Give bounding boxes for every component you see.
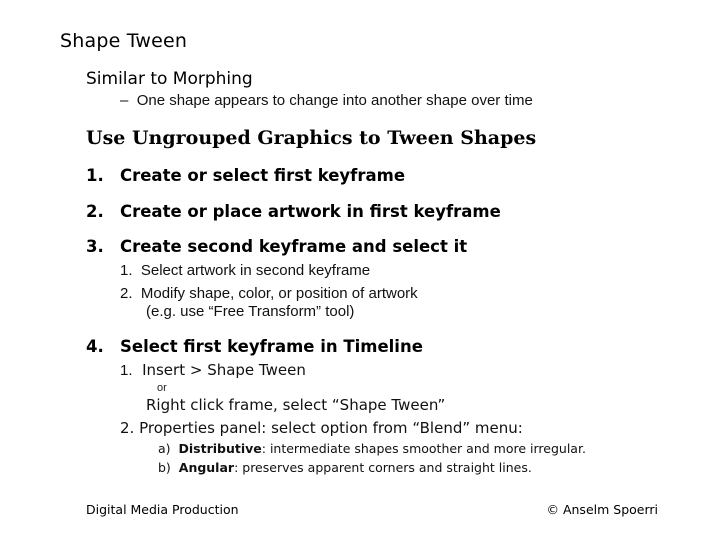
intro-bullet — [120, 92, 533, 109]
step-4 — [86, 337, 423, 356]
intro-bullet-text: One shape appears to change into another shape over time — [136, 92, 533, 109]
footer-left: Digital Media Production — [86, 502, 239, 517]
step4-sub-1 — [120, 361, 306, 379]
sub-number: 2. — [120, 419, 135, 437]
sub-number: 1. — [120, 362, 133, 379]
step-3 — [86, 237, 467, 256]
sub-text-post: ” menu: — [462, 419, 523, 437]
step-number: 2. — [86, 202, 104, 221]
step4-sub-2 — [120, 419, 523, 437]
blend-term: Blend — [419, 419, 463, 437]
step3-sub-2-note: (e.g. use “Free Transform” tool) — [146, 303, 355, 320]
option-b — [158, 460, 532, 475]
step4-sub-1-alt: Right click frame, select “Shape Tween” — [146, 396, 446, 414]
step3-sub-2 — [120, 285, 418, 302]
option-a — [158, 441, 586, 456]
sub-text: Modify shape, color, or position of artwork — [140, 285, 418, 302]
intro-heading: Similar to Morphing — [86, 69, 253, 89]
step-number: 4. — [86, 337, 104, 356]
step3-sub-1 — [120, 262, 370, 279]
or-label: or — [157, 382, 167, 394]
step-1 — [86, 166, 405, 185]
option-desc: : preserves apparent corners and straight lines. — [234, 460, 532, 475]
option-name: Distributive — [178, 441, 262, 456]
footer-right: © Anselm Spoerri — [546, 502, 658, 517]
step-text: Select first keyframe in Timeline — [120, 337, 423, 356]
section-heading: Use Ungrouped Graphics to Tween Shapes — [86, 127, 537, 149]
sub-text-pre: Properties panel: select option from “ — [139, 419, 420, 437]
option-letter: b) — [158, 460, 171, 475]
step-number: 3. — [86, 237, 104, 256]
step-text: Create second keyframe and select it — [120, 237, 468, 256]
step-number: 1. — [86, 166, 104, 185]
dash-bullet: – — [120, 92, 129, 109]
step-text: Create or select first keyframe — [120, 166, 406, 185]
option-desc: : intermediate shapes smoother and more irregular. — [261, 441, 586, 456]
slide-title: Shape Tween — [60, 30, 188, 52]
sub-text: Select artwork in second keyframe — [140, 262, 371, 279]
option-letter: a) — [158, 441, 171, 456]
step-text: Create or place artwork in first keyframe — [120, 202, 501, 221]
sub-text: Insert > Shape Tween — [142, 361, 306, 379]
step-2 — [86, 202, 501, 221]
sub-number: 1. — [120, 262, 133, 279]
option-name: Angular — [178, 460, 235, 475]
sub-number: 2. — [120, 285, 133, 302]
